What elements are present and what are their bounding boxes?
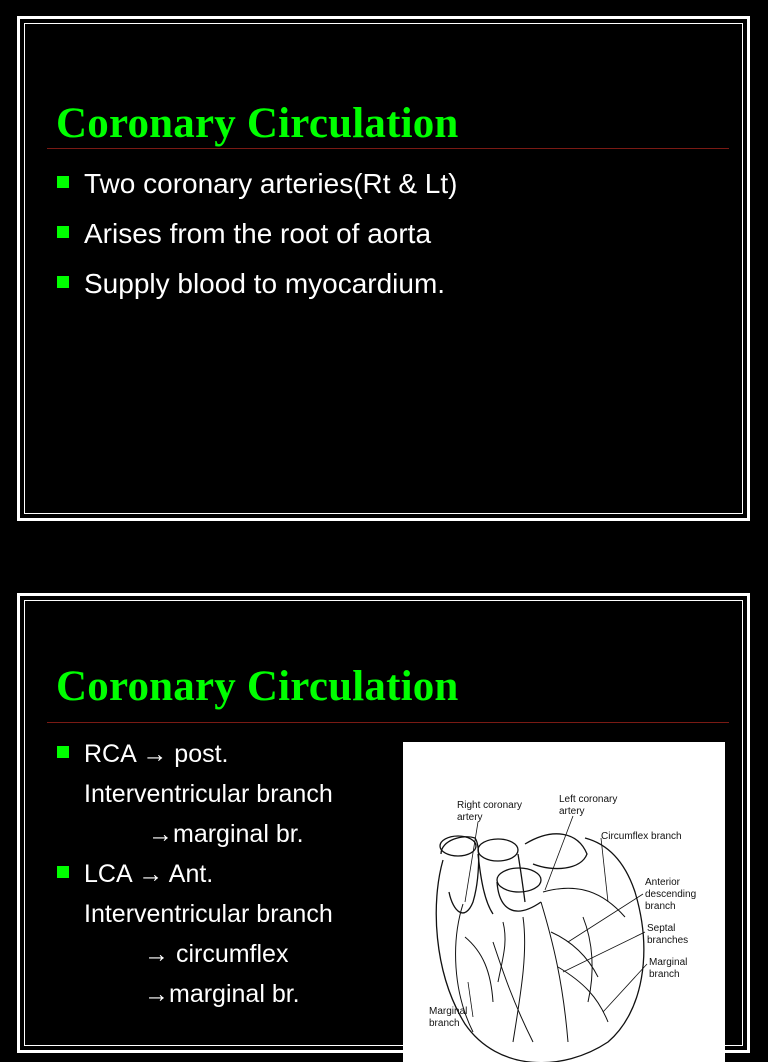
heart-outline bbox=[436, 838, 644, 1062]
label-circumflex: Circumflex branch bbox=[601, 831, 682, 842]
rca-line-1: RCA → post. bbox=[84, 740, 229, 768]
slide-1-bullet bbox=[56, 259, 457, 309]
leader-anterior bbox=[568, 894, 643, 942]
bullet-square-icon bbox=[57, 866, 69, 878]
bullet-square-icon bbox=[57, 226, 69, 238]
lca-line-2: Interventricular branch bbox=[84, 900, 333, 928]
label-septal-1: Septal bbox=[647, 923, 676, 934]
leader-septal bbox=[563, 932, 645, 972]
aorta bbox=[441, 837, 479, 913]
bullet-text: Arises from the root of aorta bbox=[84, 218, 432, 249]
label-left-coronary-2: artery bbox=[559, 806, 585, 817]
label-anterior-3: branch bbox=[645, 901, 676, 912]
marginal-path bbox=[493, 942, 533, 1042]
bullet-square-icon bbox=[57, 746, 69, 758]
slide-1-title: Coronary Circulation bbox=[56, 100, 459, 147]
aorta-top bbox=[440, 836, 476, 856]
slide-1-title-rule bbox=[47, 148, 729, 149]
leader-marginal-right bbox=[603, 964, 647, 1012]
coronary-artery-diagram bbox=[403, 742, 725, 1062]
label-anterior-2: descending bbox=[645, 889, 697, 900]
slide-1-bullet bbox=[56, 159, 457, 209]
label-septal-2: branches bbox=[647, 935, 689, 946]
lad-path bbox=[541, 902, 568, 1042]
bullet-text: Two coronary arteries(Rt & Lt) bbox=[84, 168, 458, 199]
label-marginal-left-1: Marginal bbox=[429, 1006, 468, 1017]
circumflex-path bbox=[543, 888, 625, 917]
leader-marginal-left bbox=[468, 982, 473, 1017]
bullet-text: Supply blood to myocardium. bbox=[84, 268, 446, 299]
pulmonary-trunk bbox=[478, 854, 525, 914]
slide-2-bullet-lca bbox=[56, 854, 333, 894]
pulmonary-top bbox=[478, 839, 518, 861]
rca-line-2: Interventricular branch bbox=[84, 780, 333, 808]
slide-1-bullet-list bbox=[56, 159, 457, 309]
heart-illustration bbox=[403, 742, 725, 1062]
label-marginal-right-2: branch bbox=[649, 969, 680, 980]
lca-line-1: LCA → Ant. bbox=[84, 860, 214, 888]
left-atrium bbox=[525, 834, 587, 869]
slide-2-title-rule bbox=[47, 722, 729, 723]
label-anterior-1: Anterior bbox=[645, 877, 681, 888]
bullet-square-icon bbox=[57, 276, 69, 288]
slide-2 bbox=[17, 593, 750, 1053]
label-right-coronary-1: Right coronary bbox=[457, 800, 523, 811]
septal-path bbox=[513, 917, 525, 1042]
slide-2-title: Coronary Circulation bbox=[56, 663, 459, 710]
aortic-root bbox=[497, 868, 541, 892]
leader-left-coronary bbox=[545, 816, 573, 890]
bullet-square-icon bbox=[57, 176, 69, 188]
rca-line-3: →marginal br. bbox=[148, 820, 304, 848]
slide-1 bbox=[17, 16, 750, 521]
slide-2-bullet-rca bbox=[56, 734, 333, 774]
label-right-coronary-2: artery bbox=[457, 812, 483, 823]
slide-1-bullet bbox=[56, 209, 457, 259]
label-left-coronary-1: Left coronary bbox=[559, 794, 618, 805]
lca-line-3: → circumflex bbox=[144, 940, 289, 968]
lca-line-4: →marginal br. bbox=[144, 980, 300, 1008]
slide-2-bullet-list bbox=[56, 734, 333, 1014]
root-wall bbox=[497, 882, 541, 911]
label-marginal-right-1: Marginal bbox=[649, 957, 688, 968]
label-marginal-left-2: branch bbox=[429, 1018, 460, 1029]
